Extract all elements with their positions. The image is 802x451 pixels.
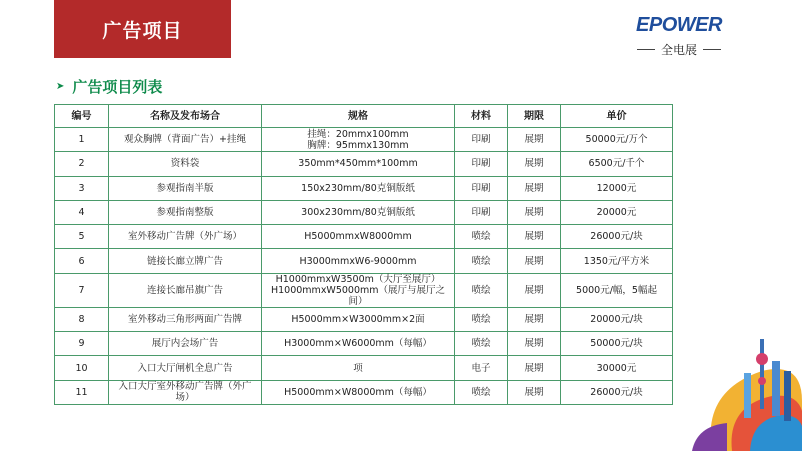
table-row: [55, 332, 673, 356]
cell-period: 展期: [508, 332, 561, 356]
spec-line: H5000mmxW8000mm: [304, 231, 412, 243]
spec-line: 挂绳：20mmx100mm: [307, 128, 409, 140]
cell-period: 展期: [508, 307, 561, 331]
cell-period: 展期: [508, 200, 561, 224]
cell-number: 7: [55, 273, 109, 307]
cell-material: 喷绘: [455, 307, 508, 331]
spec-line: H3000mm×W6000mm（每幅）: [284, 338, 432, 350]
cell-price: 50000元/万个: [561, 128, 673, 152]
cell-period: 展期: [508, 176, 561, 200]
cell-price: 6500元/千个: [561, 152, 673, 176]
table-row: [55, 356, 673, 380]
cell-spec: [262, 332, 455, 356]
cell-number: 5: [55, 225, 109, 249]
column-header: 规格: [262, 105, 455, 128]
cell-number: 8: [55, 307, 109, 331]
cell-period: 展期: [508, 128, 561, 152]
cell-material: 喷绘: [455, 225, 508, 249]
table-row: [55, 273, 673, 307]
cell-name: 展厅内会场广告: [109, 332, 262, 356]
column-header: 材料: [455, 105, 508, 128]
cell-period: 展期: [508, 225, 561, 249]
cell-spec: [262, 380, 455, 404]
cell-price: 26000元/块: [561, 225, 673, 249]
cell-price: 50000元/块: [561, 332, 673, 356]
brand-subtitle: 全电展: [660, 43, 697, 57]
cell-spec: [262, 128, 455, 152]
cell-name: 入口大厅闸机全息广告: [109, 356, 262, 380]
brand-logo-text: EPOWER: [636, 14, 722, 36]
cell-name: 参观指南半版: [109, 176, 262, 200]
spec-line: 300x230mm/80克铜版纸: [301, 207, 415, 219]
table-row: [55, 307, 673, 331]
table-row: [55, 380, 673, 404]
cell-number: 10: [55, 356, 109, 380]
cell-name: 室外移动广告牌（外广场）: [109, 225, 262, 249]
cell-name: 参观指南整版: [109, 200, 262, 224]
cell-name: 室外移动三角形两面广告牌: [109, 307, 262, 331]
cell-spec: [262, 225, 455, 249]
brand-logo: [624, 14, 734, 64]
cell-name: 资料袋: [109, 152, 262, 176]
cell-material: 喷绘: [455, 273, 508, 307]
cell-price: 26000元/块: [561, 380, 673, 404]
cell-material: 喷绘: [455, 332, 508, 356]
spec-line: 150x230mm/80克铜版纸: [301, 182, 415, 194]
cell-price: 20000元/块: [561, 307, 673, 331]
cell-spec: [262, 273, 455, 307]
table-row: [55, 152, 673, 176]
spec-line: 项: [353, 362, 363, 374]
table-row: [55, 176, 673, 200]
cell-price: 1350元/平方米: [561, 249, 673, 273]
cell-period: 展期: [508, 356, 561, 380]
cell-name: 链接长廊立牌广告: [109, 249, 262, 273]
divider: [637, 49, 655, 50]
column-header: 名称及发布场合: [109, 105, 262, 128]
cell-price: 20000元: [561, 200, 673, 224]
section-title: 广告项目列表: [72, 78, 163, 96]
table-header-row: [55, 105, 673, 128]
column-header: 单价: [561, 105, 673, 128]
cell-name: 观众胸牌（背面广告）+挂绳: [109, 128, 262, 152]
cell-material: 印刷: [455, 152, 508, 176]
spec-line: H1000mmxW5000mm（展厅与展厅之间）: [270, 284, 446, 307]
cell-price: 12000元: [561, 176, 673, 200]
cell-material: 喷绘: [455, 380, 508, 404]
cell-price: 5000元/幅，5幅起: [561, 273, 673, 307]
table-row: [55, 225, 673, 249]
section-heading: [56, 76, 162, 97]
table-row: [55, 200, 673, 224]
table-row: [55, 128, 673, 152]
cell-number: 6: [55, 249, 109, 273]
cell-material: 喷绘: [455, 249, 508, 273]
cell-name: 入口大厅室外移动广告牌（外广场）: [109, 380, 262, 404]
cell-spec: [262, 200, 455, 224]
cell-number: 1: [55, 128, 109, 152]
cell-period: 展期: [508, 380, 561, 404]
cell-number: 11: [55, 380, 109, 404]
cell-spec: [262, 176, 455, 200]
cell-material: 电子: [455, 356, 508, 380]
spec-line: H5000mm×W8000mm（每幅）: [284, 386, 432, 398]
cell-number: 3: [55, 176, 109, 200]
cell-period: 展期: [508, 249, 561, 273]
cell-period: 展期: [508, 273, 561, 307]
table-row: [55, 249, 673, 273]
column-header: 编号: [55, 105, 109, 128]
cell-spec: [262, 356, 455, 380]
divider: [703, 49, 721, 50]
cell-material: 印刷: [455, 176, 508, 200]
cell-spec: [262, 152, 455, 176]
cell-material: 印刷: [455, 128, 508, 152]
spec-line: 350mm*450mm*100mm: [298, 158, 418, 170]
city-skyline-decoration: [672, 311, 802, 451]
column-header: 期限: [508, 105, 561, 128]
spec-line: H5000mm×W3000mm×2面: [291, 313, 425, 325]
cell-number: 9: [55, 332, 109, 356]
cell-number: 2: [55, 152, 109, 176]
cell-price: 30000元: [561, 356, 673, 380]
cell-period: 展期: [508, 152, 561, 176]
arrow-bullet-icon: ➤: [56, 81, 65, 92]
cell-spec: [262, 307, 455, 331]
spec-line: H3000mmxW6-9000mm: [299, 255, 417, 267]
cell-number: 4: [55, 200, 109, 224]
header-banner: [54, 0, 231, 58]
ad-items-table: [54, 104, 673, 405]
spec-line: H1000mmxW3500m（大厅至展厅）: [275, 273, 441, 285]
cell-spec: [262, 249, 455, 273]
cell-name: 连接长廊吊旗广告: [109, 273, 262, 307]
spec-line: 胸牌：95mmx130mm: [307, 139, 409, 151]
page-title: 广告项目: [102, 19, 183, 42]
cell-material: 印刷: [455, 200, 508, 224]
